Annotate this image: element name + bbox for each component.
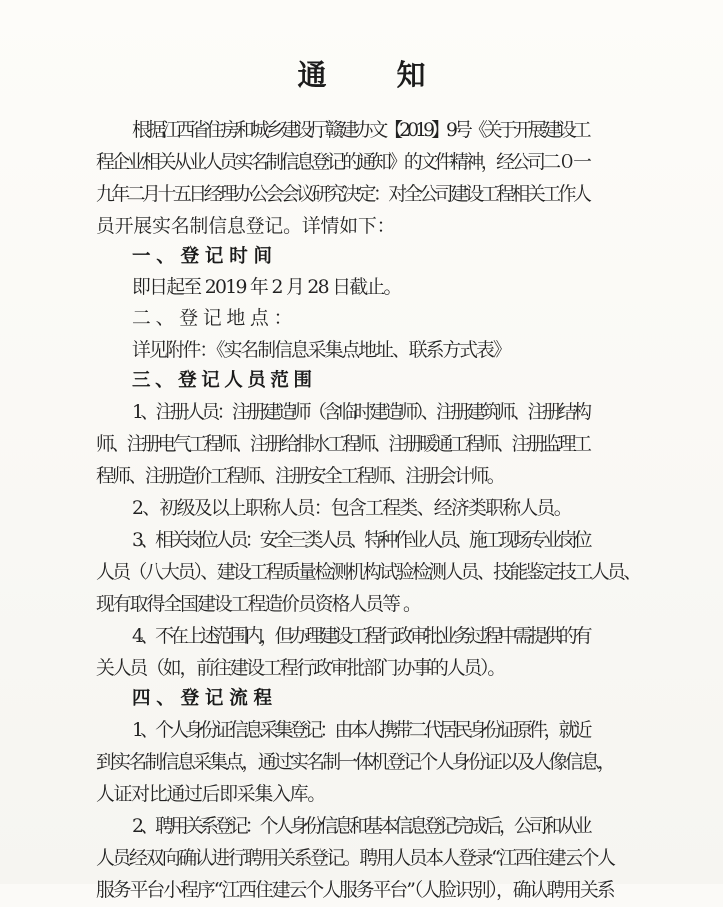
document-title: 通 知 bbox=[297, 58, 456, 92]
scope-item-3-line-1: 3、相关岗位人员：安全三类人员、特种作业人员、施工现场专业岗位 bbox=[132, 530, 589, 551]
scope-item-4-line-1: 4、不在上述范围内，但办理建设工程行政审批业务过程中需提供的有 bbox=[132, 626, 589, 647]
process-item-2-line-1: 2、聘用关系登记：个人身份信息和基本信息登记完成后，公司和从业 bbox=[132, 816, 589, 837]
scope-item-4-line-2: 关人员（如，前往建设工程行政审批部门办事的人员）。 bbox=[96, 658, 505, 679]
process-item-2-line-2: 人员经双向确认进行聘用关系登记。聘用人员本人登录“江西住建云个人 bbox=[96, 848, 614, 869]
paragraph-intro-line-2: 程企业相关从业人员实名制信息登记的通知》的文件精神，经公司二０一 bbox=[96, 152, 589, 173]
scope-item-2: 2、初级及以上职称人员：包含工程类、经济类职称人员。 bbox=[132, 498, 571, 519]
heading-registration-process: 四、登记流程 bbox=[132, 688, 278, 709]
process-item-1-line-1: 1、个人身份证信息采集登记：由本人携带二代居民身份证原件，就近 bbox=[132, 720, 589, 741]
process-item-2-line-3: 服务平台小程序“江西住建云个人服务平台”（人脸识别），确认聘用关系 bbox=[96, 880, 614, 901]
heading-registration-time: 一、登记时间 bbox=[132, 246, 278, 267]
process-item-1-line-2: 到实名制信息采集点，通过实名制一体机登记个人身份证以及人像信息， bbox=[96, 752, 614, 773]
paragraph-intro-line-4: 员开展实名制信息登记。详情如下： bbox=[96, 216, 396, 237]
scope-item-1-line-3: 程师、注册造价工程师、注册安全工程师、注册会计师。 bbox=[96, 466, 504, 487]
registration-place-text: 详见附件：《实名制信息采集点地址、联系方式表》 bbox=[132, 340, 510, 361]
scope-item-3-line-3: 现有取得全国建设工程造价员资格人员等 。 bbox=[96, 594, 420, 615]
process-item-1-line-3: 人证对比通过后即采集入库。 bbox=[96, 784, 325, 805]
paragraph-intro-line-1: 根据江西省住房和城乡建设厅赣建办文【2019】9号《关于开展建设工 bbox=[132, 120, 588, 141]
heading-registration-scope: 三、登记人员范围 bbox=[132, 370, 317, 391]
heading-registration-place: 二、登记地点： bbox=[132, 308, 298, 329]
paragraph-intro-line-3: 九年二月十五日经理办公会会议研究决定：对全公司建设工程相关工作人 bbox=[96, 184, 589, 205]
registration-time-text: 即日起至 2019 年 2 月 28 日截止。 bbox=[132, 277, 401, 298]
scope-item-1-line-2: 师、注册电气工程师、注册给排水工程师、注册暖通工程师、注册监理工 bbox=[96, 434, 589, 455]
scope-item-3-line-2: 人员（八大员）、建设工程质量检测机构试验检测人员、技能鉴定技工人员、 bbox=[96, 562, 640, 583]
scope-item-1-line-1: 1、注册人员：注册建造师（含临时建造师）、注册建筑师、注册结构 bbox=[132, 402, 589, 423]
